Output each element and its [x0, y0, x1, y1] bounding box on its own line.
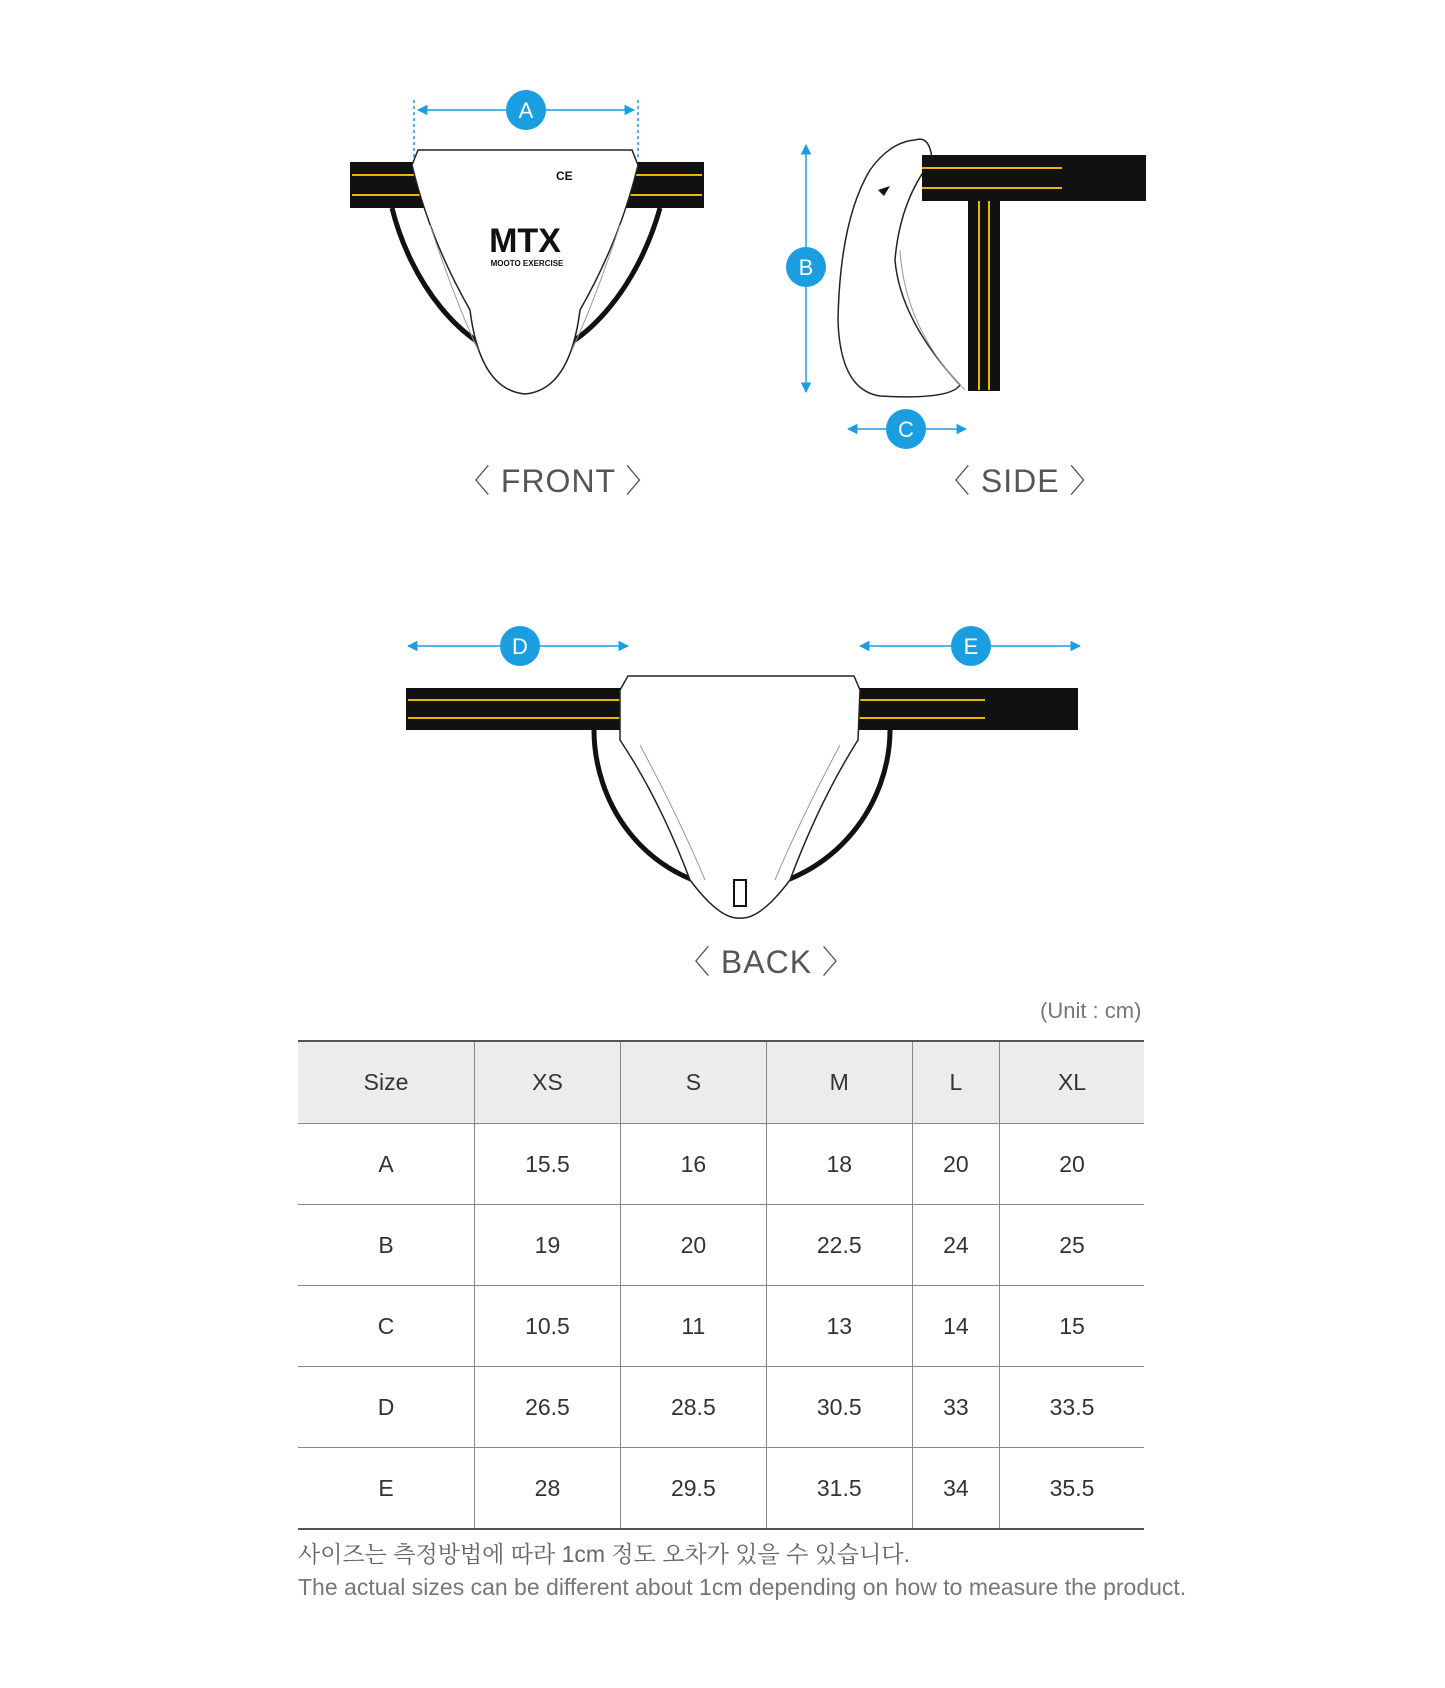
header-m: M — [766, 1041, 912, 1124]
table-cell: 24 — [912, 1205, 999, 1286]
table-row — [298, 1205, 1144, 1286]
table-cell: 31.5 — [766, 1448, 912, 1530]
table-cell: 22.5 — [766, 1205, 912, 1286]
row-label: B — [298, 1205, 475, 1286]
table-cell: 20 — [912, 1124, 999, 1205]
table-cell: 15.5 — [475, 1124, 621, 1205]
table-cell: 33 — [912, 1367, 999, 1448]
marker-c: C — [898, 417, 914, 442]
table-header-row — [298, 1041, 1144, 1124]
table-cell: 20 — [1000, 1124, 1144, 1205]
header-s: S — [620, 1041, 766, 1124]
back-view-drawing — [406, 626, 1080, 918]
table-cell: 35.5 — [1000, 1448, 1144, 1530]
marker-a: A — [518, 98, 534, 123]
note-english: The actual sizes can be different about 1cm depending on how to measure the product. — [298, 1574, 1187, 1600]
table-cell: 28.5 — [620, 1367, 766, 1448]
marker-d: D — [512, 634, 528, 659]
table-row — [298, 1448, 1144, 1530]
unit-label: (Unit : cm) — [1040, 998, 1142, 1023]
table-row — [298, 1124, 1144, 1205]
note-korean: 사이즈는 측정방법에 따라 1cm 정도 오차가 있을 수 있습니다. — [298, 1541, 910, 1567]
table-cell: 15 — [1000, 1286, 1144, 1367]
table-cell: 16 — [620, 1124, 766, 1205]
row-label: A — [298, 1124, 475, 1205]
table-cell: 30.5 — [766, 1367, 912, 1448]
table-cell: 33.5 — [1000, 1367, 1144, 1448]
header-l: L — [912, 1041, 999, 1124]
header-xs: XS — [475, 1041, 621, 1124]
row-label: E — [378, 1474, 394, 1501]
table-cell: 10.5 — [475, 1286, 621, 1367]
size-chart-table — [298, 1040, 1144, 1530]
table-cell: 20 — [620, 1205, 766, 1286]
ce-mark: CE — [556, 169, 573, 183]
header-xl: XL — [1000, 1041, 1144, 1124]
header-size: Size — [298, 1041, 475, 1124]
table-cell: 18 — [766, 1124, 912, 1205]
brand-sub: MOOTO EXERCISE — [490, 259, 564, 268]
table-cell: 25 — [1000, 1205, 1144, 1286]
front-view-drawing — [350, 90, 704, 394]
table-cell: 26.5 — [475, 1367, 621, 1448]
table-row — [298, 1367, 1144, 1448]
back-view-label: 〈 BACK 〉 — [678, 944, 855, 980]
front-view-label: 〈 FRONT 〉 — [458, 463, 659, 499]
table-cell: 19 — [475, 1205, 621, 1286]
table-cell: 14 — [912, 1286, 999, 1367]
marker-b: B — [798, 255, 814, 280]
table-cell: 34 — [912, 1448, 999, 1530]
row-label: C — [298, 1286, 475, 1367]
row-label: D — [298, 1367, 475, 1448]
table-cell: 29.5 — [620, 1448, 766, 1530]
side-view-drawing — [786, 139, 1146, 449]
table-cell: 28 — [475, 1448, 621, 1530]
table-row — [298, 1286, 1144, 1367]
marker-e: E — [963, 634, 979, 659]
brand-logo: MTX — [489, 222, 561, 260]
table-cell: 13 — [766, 1286, 912, 1367]
side-view-label: 〈 SIDE 〉 — [938, 463, 1103, 499]
table-cell: 11 — [620, 1286, 766, 1367]
